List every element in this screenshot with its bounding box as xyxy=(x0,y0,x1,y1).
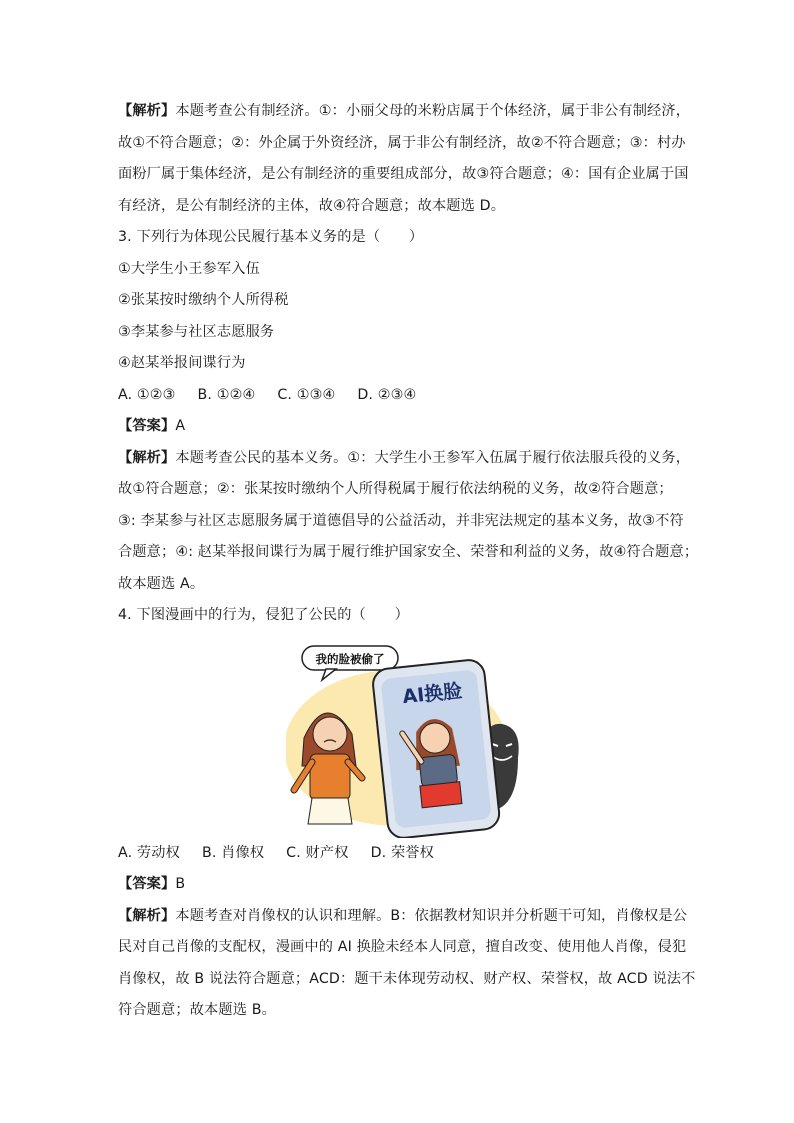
q4-option-d: D. 荣誉权 xyxy=(370,844,434,861)
q3-analysis-line-2: 故①符合题意；②：张某按时缴纳个人所得税属于履行依法纳税的义务，故②符合题意； xyxy=(118,481,673,497)
answer-value: A xyxy=(175,418,186,434)
q3-item-2: ②张某按时缴纳个人所得税 xyxy=(118,292,289,308)
q4-option-b: B. 肖像权 xyxy=(201,844,265,861)
q3-option-b: B. ①②④ xyxy=(197,386,256,403)
q4-analysis-line-2: 民对自己肖像的支配权，漫画中的 AI 换脸未经本人同意，擅自改变、使用他人肖像，侵犯 xyxy=(118,939,687,955)
q4-answer xyxy=(118,869,684,901)
answer-tag: 【答案】 xyxy=(118,418,176,434)
q4-option-a: A. 劳动权 xyxy=(118,844,180,861)
phone-title: AI换脸 xyxy=(401,679,464,708)
q3-item-1: ①大学生小王参军入伍 xyxy=(118,260,260,277)
q2-analysis-line-1: 【解析】本题考查公有制经济。①：小丽父母的米粉店属于个体经济，属于非公有制经济， xyxy=(118,103,691,119)
document-page xyxy=(118,96,699,1027)
bubble-text: 我的脸被偷了 xyxy=(315,651,385,666)
q2-analysis-line-2: 故①不符合题意；②：外企属于外资经济，属于非公有制经济，故②不符合题意；③：村办 xyxy=(118,134,686,151)
analysis-tag: 【解析】 xyxy=(118,907,176,924)
q3-item-3: ③李某参与社区志愿服务 xyxy=(118,323,275,340)
analysis-tag: 【解析】 xyxy=(118,449,176,466)
q4-analysis-line-3: 肖像权，故 B 说法符合题意；ACD：题干未体现劳动权、财产权、荣誉权，故 ACD 说法不 xyxy=(118,970,696,987)
q4-analysis-line-4: 符合题意；故本题选 B。 xyxy=(118,1002,276,1018)
q4-option-c: C. 财产权 xyxy=(286,844,349,861)
q3-analysis-line-3: ③: 李某参与社区志愿服务属于道德倡导的公益活动，并非宪法规定的基本义务，故③不符 xyxy=(118,512,684,529)
q3-analysis-line-4: 合题意；④: 赵某举报间谍行为属于履行维护国家安全、荣誉和利益的义务，故④符合题意； xyxy=(118,544,699,560)
analysis-tag: 【解析】 xyxy=(118,103,176,119)
q3-answer xyxy=(118,411,684,443)
q2-analysis-line-3: 面粉厂属于集体经济，是公有制经济的重要组成部分，故③符合题意；④：国有企业属于国 xyxy=(118,166,689,182)
q3-analysis-line-5: 故本题选 A。 xyxy=(118,575,205,592)
q4-stem: 4. 下图漫画中的行为，侵犯了公民的（ ） xyxy=(118,607,409,623)
q4-options xyxy=(118,838,684,870)
q3-options xyxy=(118,380,684,412)
q3-analysis-line-1: 【解析】本题考查公民的基本义务。①：大学生小王参军入伍属于履行依法服兵役的义务， xyxy=(118,449,691,466)
answer-value: B xyxy=(175,876,186,892)
q3-option-a: A. ①②③ xyxy=(118,386,176,403)
ai-face-swap-cartoon xyxy=(118,638,684,838)
q4-analysis-line-1: 【解析】本题考查对肖像权的认识和理解。B：依据教材知识并分析题干可知，肖像权是公 xyxy=(118,907,688,924)
q3-item-4: ④赵某举报间谍行为 xyxy=(118,355,246,371)
q3-option-d: D. ②③④ xyxy=(357,386,417,403)
q2-analysis-line-4: 有经济，是公有制经济的主体，故④符合题意；故本题选 D。 xyxy=(118,197,506,214)
cartoon-illustration xyxy=(286,638,526,838)
q3-stem: 3. 下列行为体现公民履行基本义务的是（ ） xyxy=(118,229,424,245)
answer-tag: 【答案】 xyxy=(118,876,176,892)
q3-option-c: C. ①③④ xyxy=(277,386,336,403)
